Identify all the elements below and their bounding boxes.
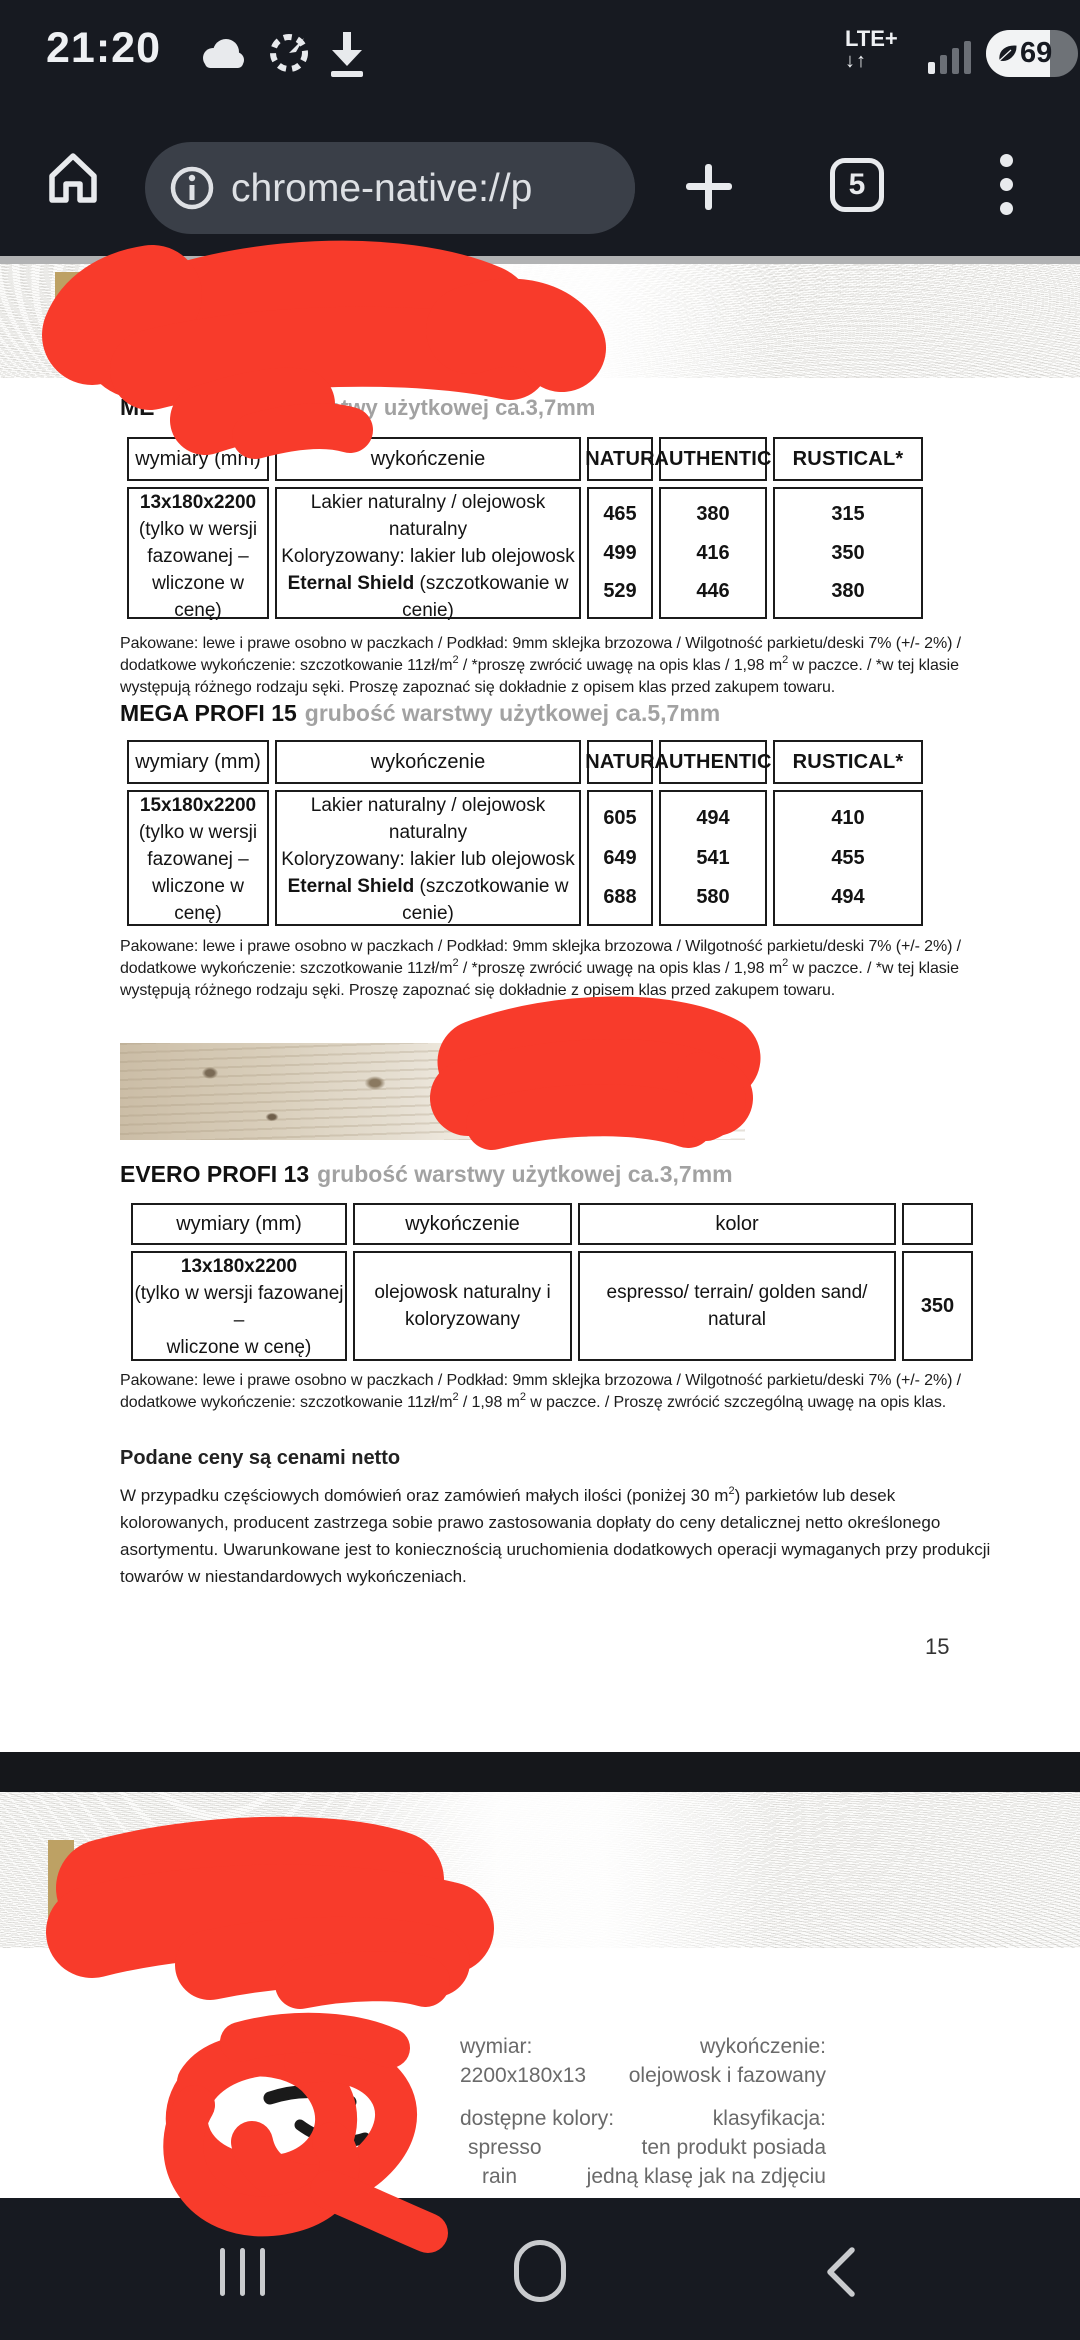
- signal-strength-icon: [928, 40, 972, 74]
- authentic-prices: 494 541 580: [659, 790, 767, 926]
- section-title-mega-profi-15: MEGA PROFI 15 grubość warstwy użytkowej ca.5,7mm: [120, 700, 721, 726]
- packing-note: Pakowane: lewe i prawe osobno w paczkach / Podkład: 9mm sklejka brzozowa / Wilgotność parkietu/deski 7% (+/- 2%) / dodatkowe wykończenie: szczotkowanie $11zł/m^2 / 1,98$ $m^2$ w paczce. / Proszę zwrócić szczególną uwagę na opis klas.: [120, 1372, 961, 1411]
- two-layer-logo-bar: [203, 2158, 241, 2168]
- cloud-icon: [198, 36, 248, 72]
- two-layer-logo-text: TWO-L: [203, 2174, 273, 2191]
- section-title-prefix: ME: [120, 394, 155, 420]
- spec-value: rain: [482, 2165, 518, 2188]
- spec-label: dostępne kolory:: [460, 2107, 615, 2130]
- price-table-evero-profi-13: [131, 1203, 973, 1361]
- rustical-prices: 410 455 494: [773, 790, 923, 926]
- spec-label: klasyfikacja:: [712, 2107, 826, 2130]
- natur-prices: 465 499 529: [587, 487, 653, 619]
- packing-note: Pakowane: lewe i prawe osobno w paczkach / Podkład: 9mm sklejka brzozowa / Wilgotność parkietu/deski 7% (+/- 2%) / dodatkowe wykończenie: szczotkowanie $11zł/m^2$ / *proszę zwrócić uwagę na opis klas / 1,98 $m^2$ w paczce. / *w tej klasie występują różnego rodzaju sęki. Proszę zapoznać się dokładnie z opisem klas przed zakupem towaru.: [120, 635, 961, 696]
- spec-value: 2200x180x13: [460, 2064, 587, 2087]
- netto-heading: Podane ceny są cenami netto: [120, 1447, 401, 1469]
- col-header-authentic: AUTHENTIC: [659, 740, 767, 784]
- circular-status-icon: [266, 30, 312, 76]
- rustical-prices: 315 350 380: [773, 487, 923, 619]
- home-nav-icon[interactable]: [514, 2240, 566, 2302]
- kolor-cell: espresso/ terrain/ golden sand/ natural: [578, 1251, 896, 1361]
- download-icon: [326, 30, 368, 78]
- brand-logo-fragment: [55, 272, 93, 338]
- battery-indicator: [986, 30, 1078, 77]
- page-number: 15: [925, 1634, 950, 1659]
- finish-cell: Lakier naturalny / olejowosk naturalny Koloryzowany: lakier lub olejowosk Eternal Shield (szczotkowanie w cenie): [275, 790, 581, 926]
- plank-brand-label: TWO-LAYER BOARD: [504, 1115, 649, 1127]
- home-icon[interactable]: [44, 150, 102, 208]
- col-header-wymiary: wymiary (mm): [131, 1203, 347, 1245]
- dims-cell: 13x180x2200 (tylko w wersji fazowanej – wliczone w cenę): [127, 487, 269, 619]
- power-saving-leaf-icon: [995, 41, 1021, 67]
- col-header-authentic: AUTHENTIC: [659, 437, 767, 481]
- section-title-evero-profi-13: EVERO PROFI 13 grubość warstwy użytkowej ca.3,7mm: [120, 1161, 733, 1187]
- tab-count: 5: [848, 168, 866, 201]
- wood-plank-photo: [120, 1043, 745, 1140]
- terms-paragraph: W przypadku częściowych domówień oraz zamówień małych ilości (poniżej 30 $m^2$) parkietów lub desek kolorowanych, producent zastrzega sobie prawo zastosowania dopłaty do ceny detalicznej netto określonego asortymentu. Uwarunkowane jest to koniecznością uruchomienia dodatkowych operacji wymaganych przy produkcji towarów w niestandardowych wykończeniach.: [120, 1485, 991, 1586]
- back-icon[interactable]: [822, 2244, 862, 2300]
- price-table-mega-profi-15: [127, 740, 923, 926]
- page2-wood-header: [0, 1792, 1080, 1948]
- menu-icon[interactable]: [1000, 154, 1013, 215]
- spec-label: wymiar:: [460, 2035, 533, 2058]
- tab-switcher-button[interactable]: [830, 158, 884, 212]
- spec-label: wykończenie:: [699, 2035, 826, 2058]
- col-header-empty: [902, 1203, 973, 1245]
- dims-cell: 15x180x2200 (tylko w wersji fazowanej – wliczone w cenę): [127, 790, 269, 926]
- col-header-wymiary: wymiary (mm): [127, 740, 269, 784]
- packing-note: Pakowane: lewe i prawe osobno w paczkach / Podkład: 9mm sklejka brzozowa / Wilgotność parkietu/deski 7% (+/- 2%) / dodatkowe wykończenie: szczotkowanie $11zł/m^2$ / *proszę zwrócić uwagę na opis klas / 1,98 $m^2$ w paczce. / *w tej klasie występują różnego rodzaju sęki. Proszę zapoznać się dokładnie z opisem klas przed zakupem towaru.: [120, 938, 961, 999]
- authentic-prices: 380 416 446: [659, 487, 767, 619]
- spec-right-column: [556, 2032, 826, 2191]
- spec-value: jedną klasę jak na zdjęciu: [586, 2165, 826, 2188]
- url-bar[interactable]: [145, 142, 635, 234]
- col-header-wymiary: wymiary (mm): [127, 437, 269, 481]
- price-table-mega-profi-13: [127, 437, 923, 619]
- page-separator: [0, 1752, 1080, 1792]
- data-arrows-icon: ↓↑: [845, 50, 867, 72]
- section-title-suffix: arstwy użytkowej ca.3,7mm: [308, 395, 596, 420]
- clock: 21:20: [46, 24, 161, 72]
- network-type-indicator: LTE+ ↓↑: [845, 26, 898, 72]
- col-header-kolor: kolor: [578, 1203, 896, 1245]
- dims-cell: 13x180x2200 (tylko w wersji fazowanej – wliczone w cenę): [131, 1251, 347, 1361]
- col-header-wykonczenie: wykończenie: [275, 437, 581, 481]
- recent-apps-icon[interactable]: [220, 2248, 265, 2296]
- status-and-toolbar: [0, 0, 1080, 256]
- col-header-wykonczenie: wykończenie: [353, 1203, 572, 1245]
- finish-cell: olejowosk naturalny i koloryzowany: [353, 1251, 572, 1361]
- spec-value: ten produkt posiada: [641, 2136, 826, 2159]
- col-header-natur: NATUR: [587, 437, 653, 481]
- page-info-icon[interactable]: [169, 165, 215, 211]
- page1-wood-header: [0, 264, 1080, 378]
- price-cell: 350: [902, 1251, 973, 1361]
- col-header-natur: NATUR: [587, 740, 653, 784]
- url-text[interactable]: chrome-native://p: [231, 167, 533, 210]
- col-header-rustical: RUSTICAL*: [773, 740, 923, 784]
- brand-logo-fragment: [51, 336, 127, 362]
- toolbar-divider: [0, 256, 1080, 264]
- battery-percent: 69: [1020, 37, 1053, 69]
- spec-value: spresso: [468, 2136, 542, 2159]
- col-header-rustical: RUSTICAL*: [773, 437, 923, 481]
- col-header-wykonczenie: wykończenie: [275, 740, 581, 784]
- natur-prices: 605 649 688: [587, 790, 653, 926]
- finish-cell: Lakier naturalny / olejowosk naturalny Koloryzowany: lakier lub olejowosk Eternal Shield (szczotkowanie w cenie): [275, 487, 581, 619]
- new-tab-icon[interactable]: [678, 156, 740, 218]
- spec-value: olejowosk i fazowany: [628, 2064, 826, 2087]
